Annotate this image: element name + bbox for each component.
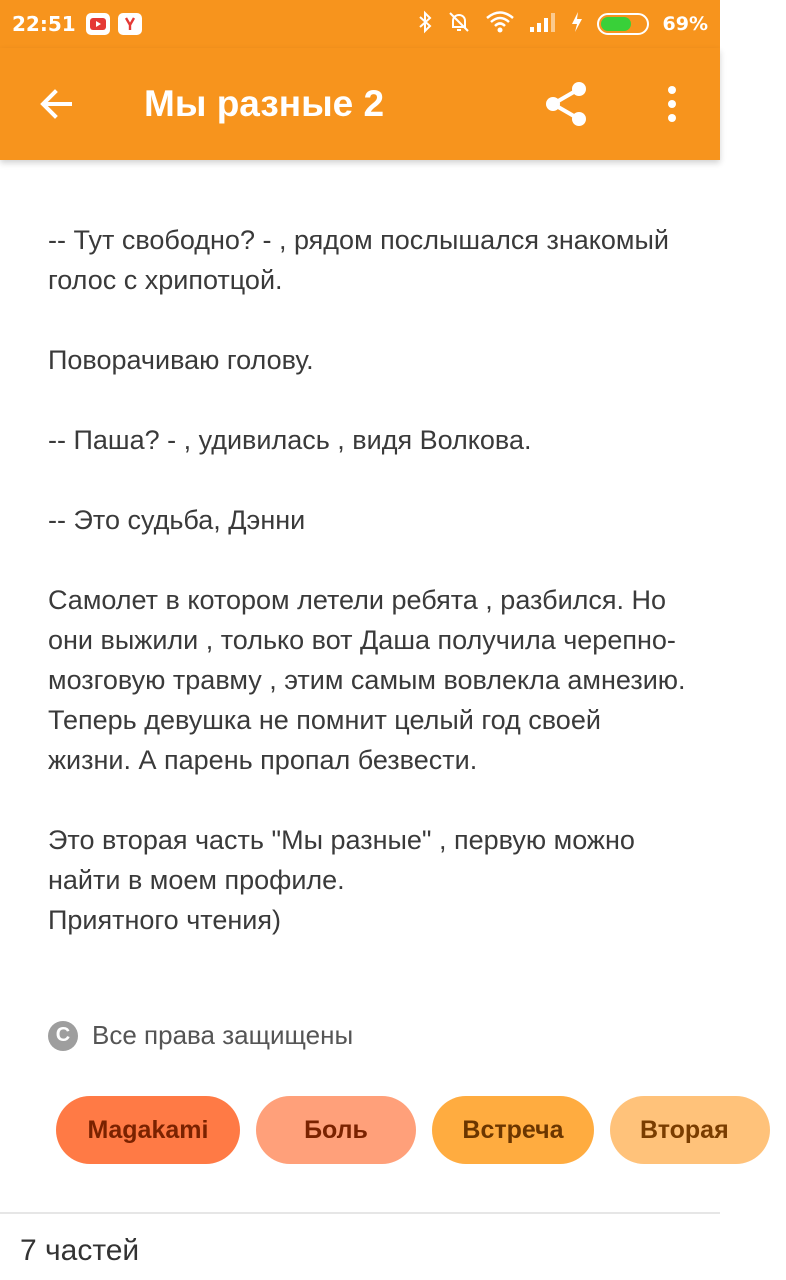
app-bar bbox=[0, 48, 720, 160]
copyright-icon: C bbox=[48, 1021, 78, 1051]
back-button[interactable] bbox=[0, 48, 112, 160]
share-icon bbox=[541, 79, 591, 129]
copyright-label: Все права защищены bbox=[92, 1020, 354, 1050]
description-paragraph: Это вторая часть "Мы разные" , первую можно найти в моем профиле. bbox=[48, 825, 635, 895]
tag-chip[interactable]: Боль bbox=[256, 1096, 416, 1164]
mute-icon bbox=[447, 10, 471, 39]
description-paragraph: -- Это судьба, Дэнни bbox=[48, 505, 306, 535]
description-paragraph: -- Паша? - , удивилась , видя Волкова. bbox=[48, 425, 532, 455]
page-title: Мы разные 2 bbox=[144, 83, 385, 124]
description-paragraph: -- Тут свободно? - , рядом послышался знакомый голос с хрипотцой. bbox=[48, 225, 669, 295]
tag-chip[interactable]: Вторая bbox=[610, 1096, 770, 1164]
description-paragraph: Приятного чтения) bbox=[48, 905, 281, 935]
parts-count[interactable]: 7 частей bbox=[20, 1234, 140, 1267]
tag-chip[interactable]: Magakami bbox=[56, 1096, 240, 1164]
tag-list bbox=[56, 1096, 729, 1164]
story-description bbox=[48, 220, 688, 940]
bluetooth-icon bbox=[417, 10, 433, 39]
description-paragraph: Поворачиваю голову. bbox=[48, 345, 314, 375]
wifi-icon bbox=[485, 10, 515, 39]
share-button[interactable] bbox=[534, 72, 598, 136]
divider bbox=[0, 1212, 720, 1214]
charging-icon bbox=[571, 11, 583, 38]
signal-icon bbox=[529, 11, 557, 38]
youtube-icon bbox=[86, 13, 110, 35]
status-bar bbox=[0, 0, 720, 48]
battery-percent: 69% bbox=[662, 13, 708, 35]
description-paragraph: Самолет в котором летели ребята , разбился. Но они выжили , только вот Даша получила черепно-мозговую травму , этим самым вовлекла амнезию. Теперь девушка не помнит целый год своей жизни. А парень пропал безвести. bbox=[48, 585, 686, 775]
arrow-left-icon bbox=[36, 84, 76, 124]
status-time: 22:51 bbox=[12, 12, 76, 36]
yandex-icon bbox=[118, 13, 142, 35]
more-vertical-icon bbox=[666, 84, 678, 124]
battery-icon bbox=[597, 13, 649, 35]
more-options-button[interactable] bbox=[640, 72, 704, 136]
copyright-notice bbox=[48, 1020, 353, 1051]
tag-chip[interactable]: Встреча bbox=[432, 1096, 594, 1164]
